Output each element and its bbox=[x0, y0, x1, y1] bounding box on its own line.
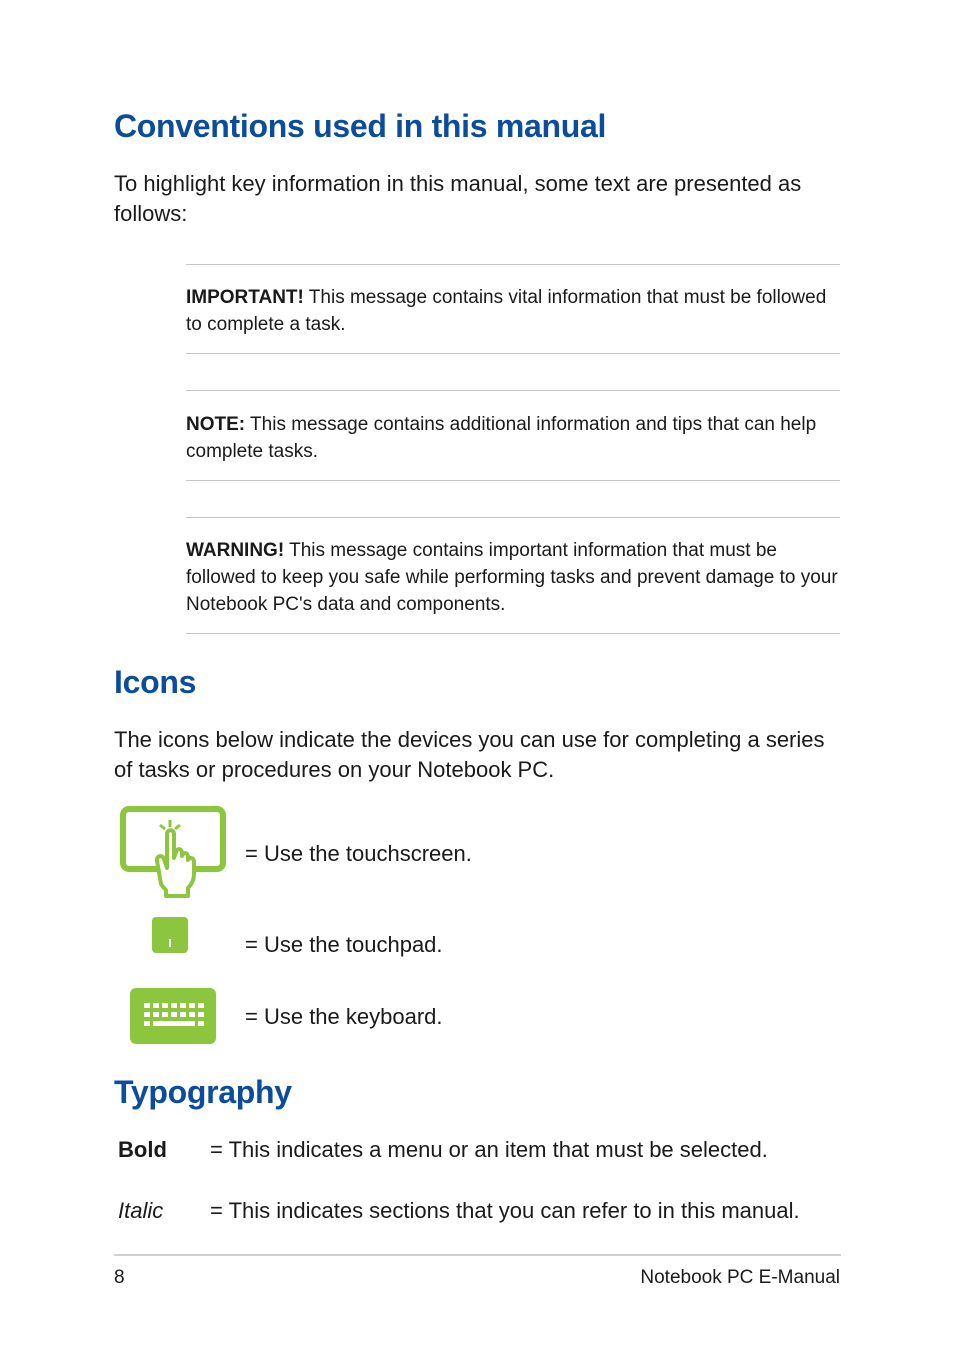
section-title-conventions: Conventions used in this manual bbox=[114, 108, 607, 144]
typography-term-italic: Italic bbox=[118, 1198, 164, 1223]
manual-title: Notebook PC E-Manual bbox=[640, 1267, 840, 1288]
important-bottom-rule bbox=[186, 353, 840, 354]
note-bottom-rule bbox=[186, 480, 840, 481]
warning-bottom-rule bbox=[186, 633, 840, 634]
typography-desc-italic: = This indicates sections that you can refer to in this manual. bbox=[210, 1198, 800, 1223]
note-message bbox=[186, 411, 840, 465]
touchpad-label: = Use the touchpad. bbox=[245, 932, 443, 957]
footer-rule bbox=[114, 1254, 841, 1256]
icons-intro: The icons below indicate the devices you can use for completing a series of tasks or procedures on your Notebook PC. bbox=[114, 727, 825, 782]
important-message bbox=[186, 284, 840, 338]
note-label: NOTE: bbox=[186, 414, 246, 435]
typography-desc-bold: = This indicates a menu or an item that must be selected. bbox=[210, 1137, 768, 1162]
conventions-intro: To highlight key information in this manual, some text are presented as follows: bbox=[114, 171, 802, 226]
keyboard-label: = Use the keyboard. bbox=[245, 1004, 443, 1029]
important-text: This message contains vital information that must be followed to complete a task. bbox=[186, 287, 827, 335]
touchpad-icon bbox=[152, 917, 188, 953]
touchscreen-icon bbox=[120, 806, 226, 898]
note-text: This message contains additional information and tips that can help complete tasks. bbox=[186, 414, 817, 462]
warning-message bbox=[186, 537, 840, 618]
warning-label: WARNING! bbox=[186, 540, 285, 561]
note-top-rule bbox=[186, 390, 840, 391]
warning-top-rule bbox=[186, 517, 840, 518]
page-number: 8 bbox=[114, 1267, 125, 1288]
warning-text: This message contains important information that must be followed to keep you safe while performing tasks and prevent damage to your Notebook PC's data and components. bbox=[186, 540, 838, 615]
important-top-rule bbox=[186, 264, 840, 265]
keyboard-icon bbox=[130, 988, 216, 1044]
important-label: IMPORTANT! bbox=[186, 287, 304, 308]
section-title-icons: Icons bbox=[114, 664, 197, 700]
section-title-typography: Typography bbox=[114, 1074, 292, 1110]
typography-term-bold: Bold bbox=[118, 1137, 167, 1162]
touchscreen-label: = Use the touchscreen. bbox=[245, 841, 472, 866]
